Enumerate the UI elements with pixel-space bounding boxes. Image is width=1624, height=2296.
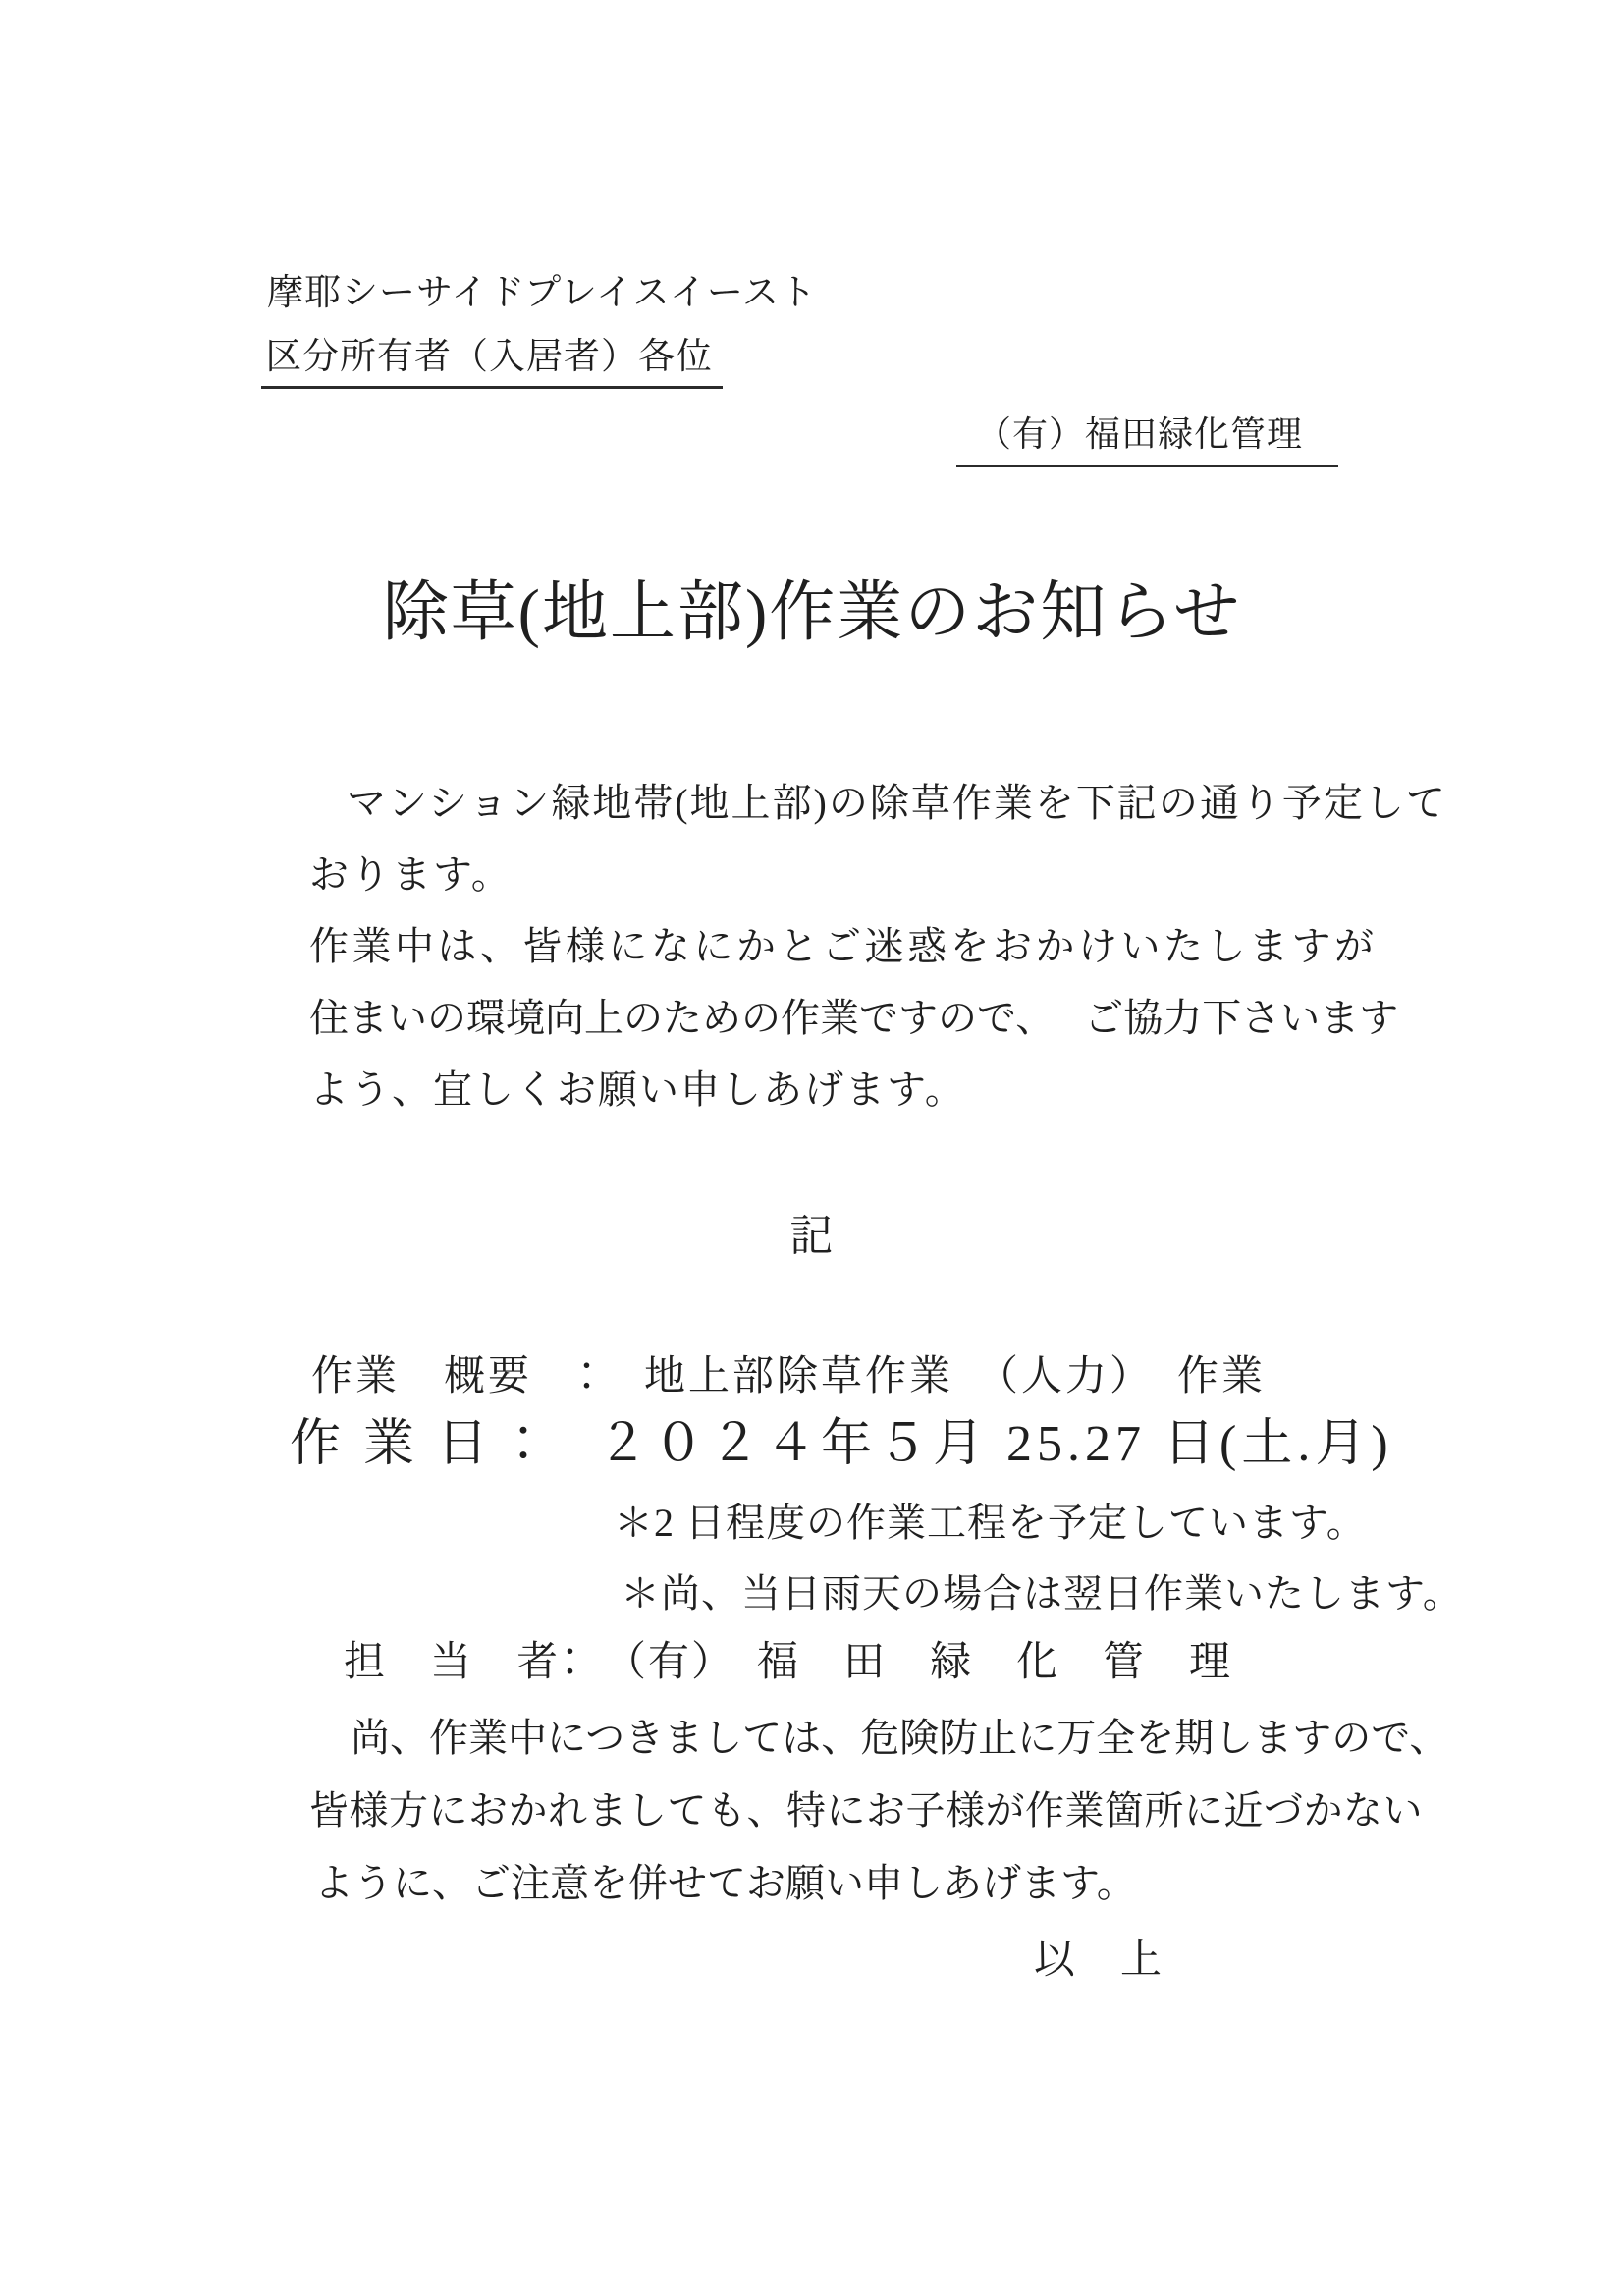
work-overview-label: 作業 概要 ： — [311, 1354, 601, 1399]
intro-paragraph-line: 住まいの環境向上のための作業ですので、 ご協力下さいます — [309, 996, 1399, 1040]
caution-paragraph-line: ように、ご注意を併せてお願い申しあげます。 — [314, 1861, 1136, 1905]
work-overview-row — [311, 1353, 1266, 1400]
work-overview-value: 地上部除草作業 （人力） 作業 — [600, 1354, 1267, 1399]
sender-company-name: （有）福田緑化管理 — [956, 414, 1338, 467]
record-marker: 記 — [789, 1212, 835, 1260]
rain-postpone-note: ＊尚、当日雨天の場合は翌日作業いたします。 — [621, 1571, 1463, 1615]
end-marker: 以 上 — [1034, 1938, 1164, 1983]
recipient-building-name: 摩耶シーサイドプレイスイースト — [267, 273, 818, 313]
intro-paragraph-line: マンション緑地帯(地上部)の除草作業を下記の通り予定して — [347, 781, 1447, 825]
intro-paragraph-line: おります。 — [309, 852, 513, 897]
staff-value: （有） 福 田 緑 化 管 理 — [582, 1640, 1233, 1685]
recipient-addressee-line: 区分所有者（入居者）各位 — [261, 337, 723, 389]
work-date-label: 作 業 日 ： — [290, 1416, 542, 1472]
intro-paragraph-line: よう、宜しくお願い申しあげます。 — [309, 1067, 966, 1112]
caution-paragraph-line: 尚、作業中につきましては、危険防止に万全を期しますので、 — [351, 1716, 1449, 1760]
page-title: 除草(地上部)作業のお知らせ — [382, 576, 1242, 649]
work-date-row — [290, 1415, 1393, 1474]
work-date-value: ２０２４年５月 25.27 日(土.月) — [541, 1416, 1393, 1472]
caution-paragraph-line: 皆様方におかれましても、特にお子様が作業箇所に近づかない — [309, 1788, 1423, 1832]
staff-in-charge-row — [344, 1639, 1232, 1686]
work-date-note: ＊2 日程度の作業工程を予定しています。 — [614, 1501, 1367, 1545]
intro-paragraph-line: 作業中は、皆様になにかとご迷惑をおかけいたしますが — [309, 924, 1378, 968]
staff-label: 担 当 者： — [344, 1640, 583, 1685]
